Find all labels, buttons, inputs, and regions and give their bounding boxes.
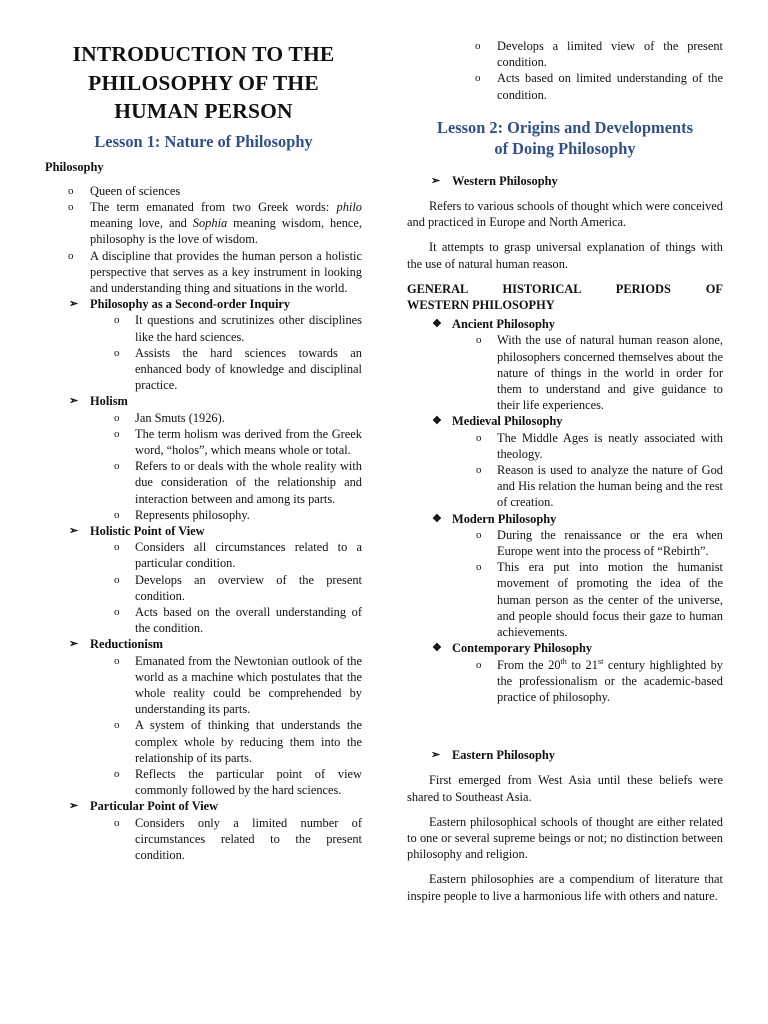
holistic-list xyxy=(45,539,362,636)
circle-bullet-icon: o xyxy=(68,200,74,213)
circle-bullet-icon: o xyxy=(476,334,482,347)
reductionism-heading: ➢ Reductionism xyxy=(69,637,163,652)
title-line-2: PHILOSOPHY OF THE xyxy=(88,70,319,95)
second-order-heading: ➢ Philosophy as a Second-order Inquiry xyxy=(69,297,291,312)
circle-bullet-icon: o xyxy=(114,460,120,473)
particular-heading: ➢ Particular Point of View xyxy=(69,799,219,814)
periods-heading-line-2: WESTERN PHILOSOPHY xyxy=(407,298,555,313)
list-item: o Develops a limited view of the present condition. xyxy=(475,39,723,70)
list-item: o From the 20th to 21st century highlighted by the professionalism or the academic-based practice of philosophy. xyxy=(476,656,724,704)
philosophy-list xyxy=(45,183,362,296)
document-title xyxy=(45,40,362,126)
sophia-term: Sophia xyxy=(192,216,228,231)
list-item: o With the use of natural human reason alone, philosophers concerned themselves about the nature of things in the world in order for them to understand and give guidance to their life experiences. xyxy=(476,333,723,413)
diamond-bullet-icon: ❖ xyxy=(432,318,442,331)
title-line-1: INTRODUCTION TO THE xyxy=(72,42,335,66)
arrow-bullet-icon: ➢ xyxy=(69,298,79,311)
particular-list xyxy=(45,815,362,864)
list-item: o Develops an overview of the present condition. xyxy=(114,572,362,603)
philosophy-label: Philosophy xyxy=(45,159,104,174)
list-item: o Acts based on limited understanding of the condition. xyxy=(475,71,723,102)
circle-bullet-icon: o xyxy=(475,72,481,85)
eastern-para-2: Eastern philosophical schools of thought are either related to one or several supreme beings or not; no distinction between philosophy and religion. xyxy=(407,814,723,862)
lesson-2-line-1: Lesson 2: Origins and Developments xyxy=(437,117,693,137)
list-item: o The Middle Ages is neatly associated with theology. xyxy=(476,430,723,461)
arrow-bullet-icon: ➢ xyxy=(431,174,441,187)
modern-heading: ❖ Modern Philosophy xyxy=(432,511,557,526)
lesson-2-heading xyxy=(407,117,723,159)
diamond-bullet-icon: ❖ xyxy=(432,415,442,428)
holism-heading: ➢ Holism xyxy=(69,394,128,409)
circle-bullet-icon: o xyxy=(476,561,482,574)
list-item: o Queen of sciences xyxy=(68,183,181,198)
list-item: o Considers all circumstances related to a particular condition. xyxy=(114,540,362,571)
particular-continued-list xyxy=(407,38,723,103)
arrow-bullet-icon: ➢ xyxy=(69,524,79,537)
periods-heading-line-1: GENERAL HISTORICAL PERIODS OF xyxy=(407,281,723,296)
western-para-1: Refers to various schools of thought which were conceived and practiced in Europe and North America. xyxy=(407,199,723,230)
arrow-bullet-icon: ➢ xyxy=(69,395,79,408)
list-item: o Acts based on the overall understanding of the condition. xyxy=(114,604,362,636)
circle-bullet-icon: o xyxy=(114,346,120,359)
circle-bullet-icon: o xyxy=(114,427,120,440)
circle-bullet-icon: o xyxy=(68,184,74,197)
eastern-para-1: First emerged from West Asia until these beliefs were shared to Southeast Asia. xyxy=(407,773,723,804)
circle-bullet-icon: o xyxy=(476,658,482,671)
list-item: o Considers only a limited number of circumstances related to the present condition. xyxy=(114,815,362,863)
reductionism-list xyxy=(45,653,362,799)
circle-bullet-icon: o xyxy=(114,573,120,586)
periods-heading xyxy=(407,281,723,313)
contemporary-heading: ❖ Contemporary Philosophy xyxy=(432,641,593,656)
list-item: o Emanated from the Newtonian outlook of the world as a machine which postulates that the whole reality could be comprehended by understanding its parts. xyxy=(114,653,362,717)
arrow-bullet-icon: ➢ xyxy=(431,749,441,762)
modern-list xyxy=(407,527,723,640)
western-para-2: It attempts to grasp universal explanation of things with the use of natural human reason. xyxy=(407,240,723,271)
list-item: o A discipline that provides the human person a holistic perspective that serves as a key instrument in looking and understanding thing and situations in the world. xyxy=(68,248,362,295)
list-item: o Reason is used to analyze the nature of God and His relation the human being and the rest of creation. xyxy=(476,463,723,510)
circle-bullet-icon: o xyxy=(476,464,482,477)
list-item: o Reflects the particular point of view commonly followed by the hard sciences. xyxy=(114,767,362,798)
list-item: o The term emanated from two Greek words: philo meaning love, and Sophia meaning wisdom, hence, philosophy is the love of wisdom. xyxy=(68,199,362,247)
circle-bullet-icon: o xyxy=(114,654,120,667)
philo-term: philo xyxy=(336,199,362,214)
list-item: o Represents philosophy. xyxy=(114,507,250,522)
lesson-2-line-2: of Doing Philosophy xyxy=(494,138,636,158)
list-item: o The term holism was derived from the Greek word, “holos”, which means whole or total. xyxy=(114,426,362,457)
ancient-list xyxy=(407,332,723,413)
contemporary-list xyxy=(407,657,723,706)
medieval-heading: ❖ Medieval Philosophy xyxy=(432,414,563,429)
ancient-heading: ❖ Ancient Philosophy xyxy=(432,317,555,332)
arrow-bullet-icon: ➢ xyxy=(69,800,79,813)
list-item: o A system of thinking that understands the complex whole by reducing them into the relationship of its parts. xyxy=(114,718,362,765)
title-line-3: HUMAN PERSON xyxy=(114,99,293,123)
second-order-list xyxy=(45,312,362,393)
list-item: o This era put into motion the humanist movement of promoting the idea of the human person as the center of the universe, and people should focus their gaze to human achievements. xyxy=(476,560,723,640)
diamond-bullet-icon: ❖ xyxy=(432,642,442,655)
circle-bullet-icon: o xyxy=(476,431,482,444)
left-column xyxy=(45,0,362,863)
list-item: o Assists the hard sciences towards an enhanced body of knowledge and disciplinal practice. xyxy=(114,345,362,393)
eastern-heading: ➢ Eastern Philosophy xyxy=(431,748,555,763)
lesson-1-heading: Lesson 1: Nature of Philosophy xyxy=(94,131,313,151)
circle-bullet-icon: o xyxy=(114,605,120,618)
circle-bullet-icon: o xyxy=(68,249,74,262)
circle-bullet-icon: o xyxy=(114,541,120,554)
circle-bullet-icon: o xyxy=(114,719,120,732)
list-item: o Jan Smuts (1926). xyxy=(114,410,225,425)
circle-bullet-icon: o xyxy=(114,411,120,424)
circle-bullet-icon: o xyxy=(114,314,120,327)
medieval-list xyxy=(407,430,723,511)
circle-bullet-icon: o xyxy=(476,528,482,541)
western-heading: ➢ Western Philosophy xyxy=(431,173,558,188)
list-item: o During the renaissance or the era when Europe went into the process of “Rebirth”. xyxy=(476,527,723,559)
right-column xyxy=(407,0,723,904)
eastern-para-3: Eastern philosophies are a compendium of literature that inspire people to live a harmonious life with others and nature. xyxy=(407,872,723,903)
diamond-bullet-icon: ❖ xyxy=(432,512,442,525)
circle-bullet-icon: o xyxy=(475,40,481,52)
circle-bullet-icon: o xyxy=(114,508,120,521)
circle-bullet-icon: o xyxy=(114,768,120,781)
circle-bullet-icon: o xyxy=(114,816,120,829)
arrow-bullet-icon: ➢ xyxy=(69,638,79,651)
holism-list xyxy=(45,410,362,523)
holistic-heading: ➢ Holistic Point of View xyxy=(69,523,205,538)
list-item: o It questions and scrutinizes other disciplines like the hard sciences. xyxy=(114,313,362,344)
list-item: o Refers to or deals with the whole reality with due consideration of the relationship and interaction between and among its parts. xyxy=(114,459,362,506)
